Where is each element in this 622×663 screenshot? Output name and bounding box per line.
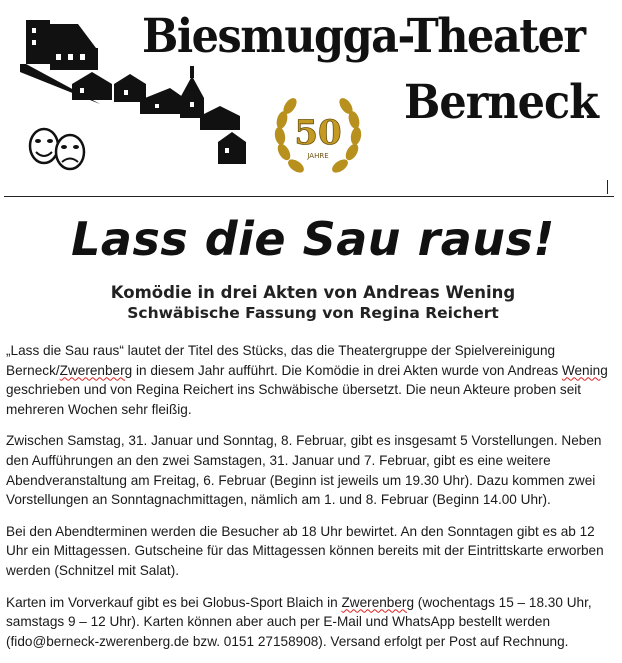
paragraph-dates: Zwischen Samstag, 31. Januar und Sonntag, 8. Februar, gibt es insgesamt 5 Vorstellungen. Neben den Aufführungen an den zwei Samstagen, 31. Januar und 7. Februar, gibt es eine weitere Abendveranstaltung am Freitag, 6. Februar (Beginn ist jeweils um 19.30 Uhr). Dazu kommen zwei Vorstellungen an Sonntagnachmittagen, nämlich am 1. und 8. Februar (Beginn 14.00 Uhr). xyxy=(6,433,602,508)
header-banner xyxy=(0,0,622,196)
anniversary-laurel-badge xyxy=(270,86,366,182)
spellcheck-word: Wening xyxy=(561,362,608,378)
theater-name: Biesmugga-Theater xyxy=(142,10,585,64)
play-subtitle-adaptation: Schwäbische Fassung von Regina Reichert xyxy=(127,304,499,322)
paragraph-catering: Bei den Abendterminen werden die Besucher ab 18 Uhr bewirtet. An den Sonntagen gibt es ab 12 Uhr ein Mittagessen. Gutscheine für das Mittagessen können bereits mit der Eintrittskarte erworben werden (Schnitzel mit Salat). xyxy=(6,523,604,578)
badge-number: 50 xyxy=(294,113,342,153)
play-title: Lass die Sau raus! xyxy=(71,212,555,266)
play-title-block xyxy=(48,212,578,328)
paragraph-tickets: Karten im Vorverkauf gibt es bei Globus-Sport Blaich in Zwerenberg (wochentags 15 – 18.30 Uhr, samstags 9 – 12 Uhr). Karten können aber auch per E-Mail und WhatsApp bestellt werden (fido@berneck-zwerenberg.de bzw. 0151 27158908). Versand erfolgt per Post auf Rechnung. xyxy=(6,594,592,649)
header-divider xyxy=(4,196,614,197)
text-cursor xyxy=(607,180,608,194)
theater-masks-icon xyxy=(30,129,84,169)
spellcheck-word: Zwerenberg xyxy=(59,362,133,378)
spellcheck-word: Zwerenberg xyxy=(341,594,415,610)
badge-label: JAHRE xyxy=(307,152,329,160)
article-body xyxy=(6,341,612,663)
paragraph-intro: „Lass die Sau raus“ lautet der Titel des Stücks, das die Theatergruppe der Spielvereinigung Berneck/Zwerenberg in diesem Jahr aufführt. Die Komödie in drei Akten wurde von Andreas Wening geschrieben und von Regina Reichert ins Schwäbische übersetzt. Die neun Akteure proben seit mehreren Wochen sehr fleißig. xyxy=(6,343,608,417)
play-subtitle-author: Komödie in drei Akten von Andreas Wening xyxy=(110,283,516,302)
theater-location: Berneck xyxy=(404,76,598,130)
